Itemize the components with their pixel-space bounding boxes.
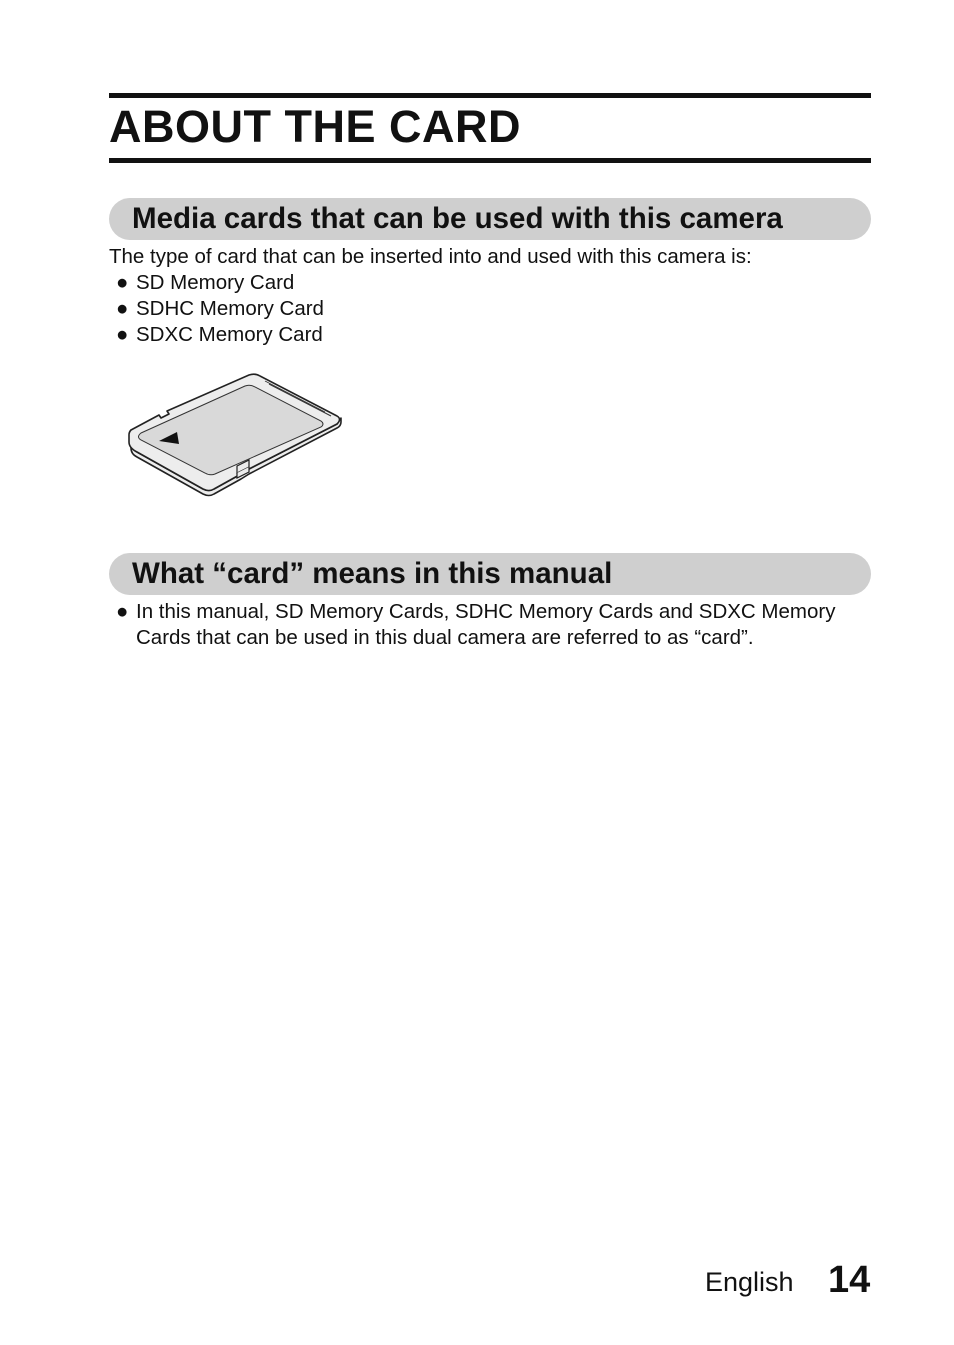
intro-text: The type of card that can be inserted into and used with this camera is: [109, 245, 752, 268]
bullet-icon: ● [116, 323, 129, 346]
section-heading-media-cards: Media cards that can be used with this camera [132, 202, 783, 235]
title-rule-top [109, 93, 871, 98]
card-meaning-paragraph [109, 599, 849, 651]
page-title: ABOUT THE CARD [109, 101, 521, 152]
section-heading-bar-media-cards [109, 198, 871, 240]
list-item-label: SD Memory Card [136, 271, 295, 294]
list-item-label: SDXC Memory Card [136, 323, 323, 346]
card-type-list [109, 270, 324, 348]
footer-language: English [705, 1267, 794, 1297]
bullet-icon: ● [116, 600, 129, 623]
card-meaning-text: In this manual, SD Memory Cards, SDHC Memory Cards and SDXC Memory Cards that can be used in this dual camera are referred to as “card”. [136, 600, 836, 649]
title-rule-bottom [109, 158, 871, 163]
page-number: 14 [828, 1259, 871, 1301]
sd-card-icon [125, 370, 347, 500]
list-item [109, 296, 324, 322]
section-heading-card-meaning: What “card” means in this manual [132, 557, 613, 590]
list-item [109, 322, 324, 348]
bullet-icon: ● [116, 271, 129, 294]
section-heading-bar-card-meaning [109, 553, 871, 595]
list-item-label: SDHC Memory Card [136, 297, 324, 320]
bullet-icon: ● [116, 297, 129, 320]
list-item [109, 270, 324, 296]
